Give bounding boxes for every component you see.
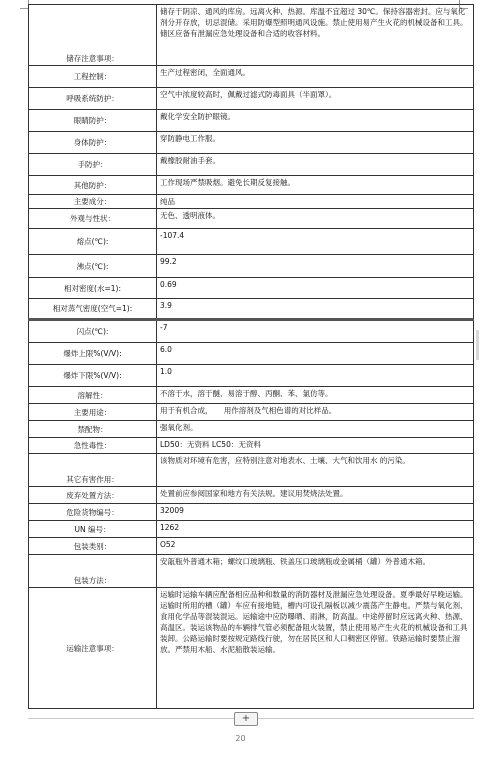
- table-row: [29, 538, 474, 555]
- table-row: [29, 209, 474, 229]
- row-value: 戴橡胶耐油手套。: [157, 154, 474, 176]
- row-label: 运输注意事项：: [29, 588, 157, 709]
- row-label: 工程控制：: [29, 66, 157, 88]
- row-label: 熔点(℃):: [29, 229, 157, 255]
- row-label: 手防护：: [29, 154, 157, 176]
- table-row: [29, 404, 474, 421]
- add-row-button[interactable]: +: [234, 712, 258, 726]
- row-value: 无色、透明液体。: [157, 209, 474, 229]
- table-row: [29, 229, 474, 255]
- row-label: 身体防护：: [29, 132, 157, 154]
- msds-table: [28, 4, 474, 709]
- row-label: 其它有害作用：: [29, 454, 157, 487]
- row-label: 外观与性状：: [29, 209, 157, 229]
- row-label: 废弃处置方法：: [29, 487, 157, 504]
- row-value: 99.2: [157, 255, 474, 278]
- row-value: 安瓿瓶外普通木箱；螺纹口玻璃瓶、铁盖压口玻璃瓶或金属桶（罐）外普通木箱。: [157, 555, 474, 588]
- row-label: 闪点(℃):: [29, 320, 157, 343]
- row-label: 禁配物：: [29, 421, 157, 438]
- table-row: [29, 504, 474, 521]
- row-value: 戴化学安全防护眼镜。: [157, 110, 474, 132]
- row-label: 急性毒性：: [29, 438, 157, 454]
- table-row: [29, 176, 474, 195]
- table-row: [29, 110, 474, 132]
- row-value: -7: [157, 320, 474, 343]
- row-value: 不溶于水，溶于醚、易溶于醇、丙酮、苯、氯仿等。: [157, 387, 474, 404]
- row-value: 用于有机合成， 用作溶剂及气相色谱的对比样品。: [157, 404, 474, 421]
- table-row: [29, 588, 474, 709]
- row-label: 眼睛防护：: [29, 110, 157, 132]
- row-value: 1262: [157, 521, 474, 538]
- table-row: [29, 343, 474, 365]
- row-value: 0.69: [157, 278, 474, 299]
- table-row: [29, 195, 474, 209]
- row-label: UN 编号：: [29, 521, 157, 538]
- page-number: 20: [235, 734, 246, 743]
- row-label: 相对蒸气密度(空气=1):: [29, 299, 157, 320]
- scroll-marker: [476, 330, 479, 360]
- row-label: 相对密度(水=1):: [29, 278, 157, 299]
- table-row: [29, 555, 474, 588]
- row-label: 危险货物编号：: [29, 504, 157, 521]
- row-value: 32009: [157, 504, 474, 521]
- row-label: 沸点(℃):: [29, 255, 157, 278]
- row-value: 运输时运输车辆应配备相应品种和数量的消防器材及泄漏应急处理设备。夏季最好早晚运输。运输时所用的槽（罐）车应有接地链，槽内可设孔隔板以减少震荡产生静电。严禁与氧化剂、食用化学品等混装混运。运输途中应防曝晒、雨淋，防高温。中途停留时应远离火种、热源、高温区。装运该物品的车辆排气管必须配备阻火装置，禁止使用易产生火花的机械设备和工具装卸。公路运输时要按规定路线行驶，勿在居民区和人口稠密区停留。铁路运输时要禁止溜放。严禁用木船、水泥船散装运输。: [157, 588, 474, 709]
- row-value: 空气中浓度较高时，佩戴过滤式防毒面具（半面罩）。: [157, 88, 474, 110]
- table-row: [29, 88, 474, 110]
- row-label: 主要用途：: [29, 404, 157, 421]
- row-value: 纯品: [157, 195, 474, 209]
- row-value: -107.4: [157, 229, 474, 255]
- table-row: [29, 66, 474, 88]
- table-row: [29, 438, 474, 454]
- table-row: [29, 421, 474, 438]
- table-row: [29, 387, 474, 404]
- row-label: 主要成分：: [29, 195, 157, 209]
- row-value: 储存于阴凉、通风的库房。远离火种、热源。库温不宜超过 30℃。保持容器密封。应与氧化剂分开存放，切忌混储。采用防爆型照明通风设施。禁止使用易产生火花的机械设备和工具。储区应备有泄漏应急处理设备和合适的收容材料。: [157, 5, 474, 66]
- table-row: [29, 454, 474, 487]
- row-value: 1.0: [157, 365, 474, 387]
- table-row: [29, 487, 474, 504]
- row-value: 强氧化剂。: [157, 421, 474, 438]
- table-row: [29, 278, 474, 299]
- row-label: 爆炸下限%(V/V):: [29, 365, 157, 387]
- row-label: 爆炸上限%(V/V):: [29, 343, 157, 365]
- table-row: [29, 255, 474, 278]
- table-row: [29, 132, 474, 154]
- row-label: 包装方法：: [29, 555, 157, 588]
- table-row: [29, 521, 474, 538]
- table-row: [29, 154, 474, 176]
- row-value: 该物质对环境有危害，应特别注意对地表水、土壤、大气和饮用水 的污染。: [157, 454, 474, 487]
- row-label: 溶解性：: [29, 387, 157, 404]
- row-label: 其他防护：: [29, 176, 157, 195]
- row-value: 6.0: [157, 343, 474, 365]
- row-value: 穿防静电工作服。: [157, 132, 474, 154]
- table-row: [29, 365, 474, 387]
- row-value: 生产过程密闭，全面通风。: [157, 66, 474, 88]
- table-row: [29, 299, 474, 320]
- row-label: 呼吸系统防护：: [29, 88, 157, 110]
- row-value: LD50：无资料 LC50：无资料: [157, 438, 474, 454]
- row-value: 工作现场严禁吸烟。避免长期反复接触。: [157, 176, 474, 195]
- table-row: [29, 320, 474, 343]
- row-label: 储存注意事项：: [29, 5, 157, 66]
- row-value: 处置前应参阅国家和地方有关法规。建议用焚烧法处置。: [157, 487, 474, 504]
- row-label: 包装类别：: [29, 538, 157, 555]
- table-row: [29, 5, 474, 66]
- row-value: O52: [157, 538, 474, 555]
- row-value: 3.9: [157, 299, 474, 320]
